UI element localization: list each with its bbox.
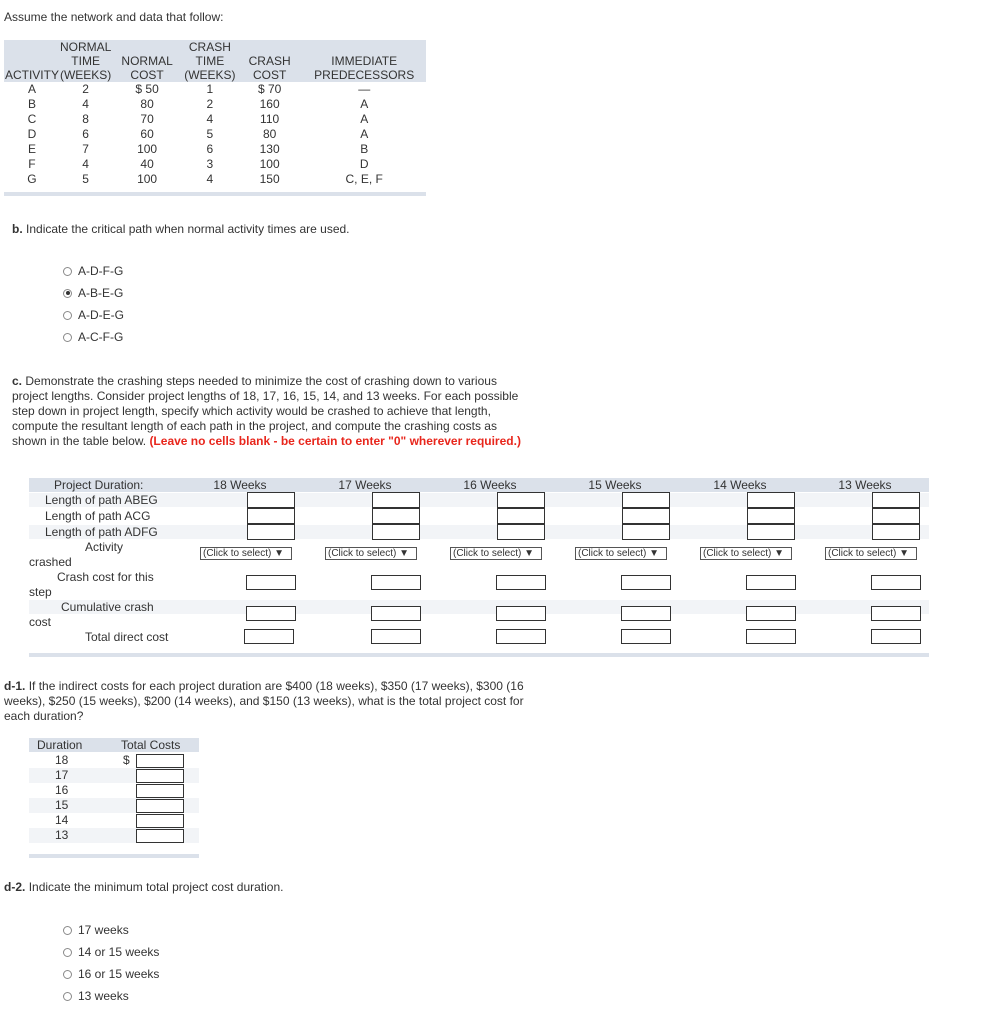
duration-value: 17 bbox=[55, 768, 69, 782]
row-label-acg: Length of path ACG bbox=[45, 509, 151, 523]
total-cost-input[interactable] bbox=[136, 829, 184, 843]
radio-button[interactable] bbox=[63, 267, 72, 276]
activity-crashed-select[interactable] bbox=[700, 547, 792, 560]
path-abeg-input[interactable] bbox=[372, 492, 420, 508]
grid-footer-band bbox=[29, 653, 929, 657]
path-abeg-input[interactable] bbox=[247, 492, 295, 508]
path-acg-input[interactable] bbox=[747, 508, 795, 524]
table-header-row: ACTIVITY (WEEKS) COST (WEEKS) COST PREDECESSORS bbox=[4, 68, 426, 82]
total-direct-cost-input[interactable] bbox=[371, 629, 421, 644]
total-direct-cost-input[interactable] bbox=[244, 629, 294, 644]
option-16-or-15-weeks[interactable]: 16 or 15 weeks bbox=[63, 965, 159, 983]
duration-value: 16 bbox=[55, 783, 69, 797]
question-b-text: Indicate the critical path when normal activity times are used. bbox=[26, 222, 350, 236]
question-c-warning: (Leave no cells blank - be certain to enter "0" wherever required.) bbox=[149, 434, 521, 448]
radio-button-selected[interactable] bbox=[63, 289, 72, 298]
question-d1 bbox=[4, 679, 526, 724]
radio-button[interactable] bbox=[63, 948, 72, 957]
cumulative-cost-input[interactable] bbox=[871, 606, 921, 621]
total-cost-input[interactable] bbox=[136, 799, 184, 813]
path-acg-input[interactable] bbox=[372, 508, 420, 524]
row-label-crashed: crashed bbox=[29, 555, 72, 569]
column-header: 14 Weeks bbox=[713, 478, 767, 492]
path-acg-input[interactable] bbox=[497, 508, 545, 524]
critical-path-options bbox=[63, 262, 124, 346]
question-c-text: Demonstrate the crashing steps needed to minimize the cost of crashing down to various project lengths. Consider project lengths of 18, 17, 16, 15, 14, and 13 weeks. For each possible step down in project length, specify which activity would be crashed to achieve that length, compute the resultant length of each path in the project, and compute the crashing costs as shown in the table below. bbox=[12, 374, 519, 448]
radio-button[interactable] bbox=[63, 970, 72, 979]
question-d1-label: d-1. bbox=[4, 679, 26, 693]
table-row: D 6 60 5 80 A bbox=[27, 127, 369, 141]
duration-value: 18 bbox=[55, 753, 69, 767]
path-abeg-input[interactable] bbox=[497, 492, 545, 508]
activity-crashed-select[interactable] bbox=[325, 547, 417, 560]
row-label-cumulative: Cumulative crash bbox=[61, 600, 154, 614]
question-d1-text: If the indirect costs for each project duration are $400 (18 weeks), $350 (17 weeks), $300 (16 weeks), $250 (15 weeks), $200 (14 weeks), and $150 (13 weeks), what is the total project cost for each duration? bbox=[4, 679, 524, 723]
table-header-row: TIME NORMAL TIME CRASH IMMEDIATE bbox=[4, 54, 426, 68]
column-header: 13 Weeks bbox=[838, 478, 892, 492]
activity-crashed-select[interactable] bbox=[450, 547, 542, 560]
table-row: F 4 40 3 100 D bbox=[28, 157, 369, 171]
question-b-label: b. bbox=[12, 222, 23, 236]
dropdown-arrow-icon: ▼ bbox=[771, 548, 785, 559]
table-header-row: NORMAL CRASH bbox=[4, 40, 426, 54]
select-placeholder: (Click to select) bbox=[328, 548, 397, 559]
path-abeg-input[interactable] bbox=[622, 492, 670, 508]
activity-crashed-select[interactable] bbox=[200, 547, 292, 560]
path-adfg-input[interactable] bbox=[497, 524, 545, 540]
row-label-duration: Project Duration: bbox=[54, 478, 144, 492]
crash-cost-input[interactable] bbox=[621, 575, 671, 590]
row-label-cost: cost bbox=[29, 615, 52, 629]
question-d2-text: Indicate the minimum total project cost duration. bbox=[28, 880, 284, 894]
duration-value: 15 bbox=[55, 798, 69, 812]
radio-button[interactable] bbox=[63, 992, 72, 1001]
column-header: 18 Weeks bbox=[213, 478, 267, 492]
path-adfg-input[interactable] bbox=[622, 524, 670, 540]
radio-button[interactable] bbox=[63, 333, 72, 342]
table-row: G 5 100 4 150 C, E, F bbox=[27, 172, 383, 186]
path-adfg-input[interactable] bbox=[247, 524, 295, 540]
table-row: C 8 70 4 110 A bbox=[27, 112, 369, 126]
option-17-weeks[interactable]: 17 weeks bbox=[63, 921, 159, 939]
option-a-b-e-g[interactable]: A-B-E-G bbox=[63, 284, 124, 302]
dropdown-arrow-icon: ▼ bbox=[646, 548, 660, 559]
path-abeg-input[interactable] bbox=[747, 492, 795, 508]
total-cost-table bbox=[29, 738, 199, 860]
currency-symbol: $ bbox=[123, 753, 130, 767]
row-label-crash-cost: Crash cost for this bbox=[57, 570, 154, 584]
select-placeholder: (Click to select) bbox=[703, 548, 772, 559]
option-a-d-e-g[interactable]: A-D-E-G bbox=[63, 306, 124, 324]
select-placeholder: (Click to select) bbox=[828, 548, 897, 559]
path-acg-input[interactable] bbox=[247, 508, 295, 524]
radio-button[interactable] bbox=[63, 311, 72, 320]
activity-data-table bbox=[4, 40, 426, 196]
crash-steps-table bbox=[29, 478, 929, 658]
select-placeholder: (Click to select) bbox=[453, 548, 522, 559]
question-c-label: c. bbox=[12, 374, 23, 388]
path-acg-input[interactable] bbox=[872, 508, 920, 524]
option-13-weeks[interactable]: 13 weeks bbox=[63, 987, 159, 1005]
total-direct-cost-input[interactable] bbox=[871, 629, 921, 644]
activity-crashed-select[interactable] bbox=[825, 547, 917, 560]
crash-cost-input[interactable] bbox=[371, 575, 421, 590]
cumulative-cost-input[interactable] bbox=[621, 606, 671, 621]
cumulative-cost-input[interactable] bbox=[371, 606, 421, 621]
row-label-total-direct-cost: Total direct cost bbox=[85, 630, 169, 644]
select-placeholder: (Click to select) bbox=[578, 548, 647, 559]
cumulative-cost-input[interactable] bbox=[746, 606, 796, 621]
dropdown-arrow-icon: ▼ bbox=[521, 548, 535, 559]
radio-button[interactable] bbox=[63, 926, 72, 935]
path-adfg-input[interactable] bbox=[372, 524, 420, 540]
crash-cost-input[interactable] bbox=[746, 575, 796, 590]
total-cost-input[interactable] bbox=[136, 784, 184, 798]
row-label-adfg: Length of path ADFG bbox=[45, 525, 158, 539]
column-header: 16 Weeks bbox=[463, 478, 517, 492]
cumulative-cost-input[interactable] bbox=[496, 606, 546, 621]
crash-cost-input[interactable] bbox=[496, 575, 546, 590]
path-acg-input[interactable] bbox=[622, 508, 670, 524]
row-label-activity: Activity bbox=[85, 540, 124, 554]
path-adfg-input[interactable] bbox=[872, 524, 920, 540]
option-14-or-15-weeks[interactable]: 14 or 15 weeks bbox=[63, 943, 159, 961]
duration-value: 13 bbox=[55, 828, 69, 842]
header-duration: Duration bbox=[37, 738, 83, 752]
total-cost-input[interactable] bbox=[136, 814, 184, 828]
path-adfg-input[interactable] bbox=[747, 524, 795, 540]
total-direct-cost-input[interactable] bbox=[746, 629, 796, 644]
cumulative-cost-input[interactable] bbox=[246, 606, 296, 621]
dropdown-arrow-icon: ▼ bbox=[271, 548, 285, 559]
total-direct-cost-input[interactable] bbox=[621, 629, 671, 644]
min-cost-duration-options bbox=[63, 921, 159, 1005]
question-d2 bbox=[4, 880, 283, 895]
intro-text: Assume the network and data that follow: bbox=[4, 10, 224, 24]
option-a-d-f-g[interactable]: A-D-F-G bbox=[63, 262, 124, 280]
path-abeg-input[interactable] bbox=[872, 492, 920, 508]
duration-footer-band bbox=[29, 854, 199, 858]
option-a-c-f-g[interactable]: A-C-F-G bbox=[63, 328, 124, 346]
dropdown-arrow-icon: ▼ bbox=[396, 548, 410, 559]
table-row: A 2 $ 50 1 $ 70 — bbox=[27, 82, 371, 96]
select-placeholder: (Click to select) bbox=[203, 548, 272, 559]
column-header: 17 Weeks bbox=[338, 478, 392, 492]
total-direct-cost-input[interactable] bbox=[496, 629, 546, 644]
row-label-abeg: Length of path ABEG bbox=[45, 493, 158, 507]
duration-value: 14 bbox=[55, 813, 69, 827]
total-cost-input[interactable] bbox=[136, 769, 184, 783]
dropdown-arrow-icon: ▼ bbox=[896, 548, 910, 559]
table-row: E 7 100 6 130 B bbox=[27, 142, 369, 156]
crash-cost-input[interactable] bbox=[246, 575, 296, 590]
crash-cost-input[interactable] bbox=[871, 575, 921, 590]
column-header: 15 Weeks bbox=[588, 478, 642, 492]
total-cost-input[interactable] bbox=[136, 754, 184, 768]
question-b bbox=[12, 222, 350, 237]
table-divider bbox=[4, 192, 426, 196]
header-total-costs: Total Costs bbox=[121, 738, 181, 752]
question-c bbox=[12, 374, 526, 449]
question-d2-label: d-2. bbox=[4, 880, 26, 894]
table-row: B 4 80 2 160 A bbox=[27, 97, 369, 111]
row-label-step: step bbox=[29, 585, 52, 599]
activity-crashed-select[interactable] bbox=[575, 547, 667, 560]
